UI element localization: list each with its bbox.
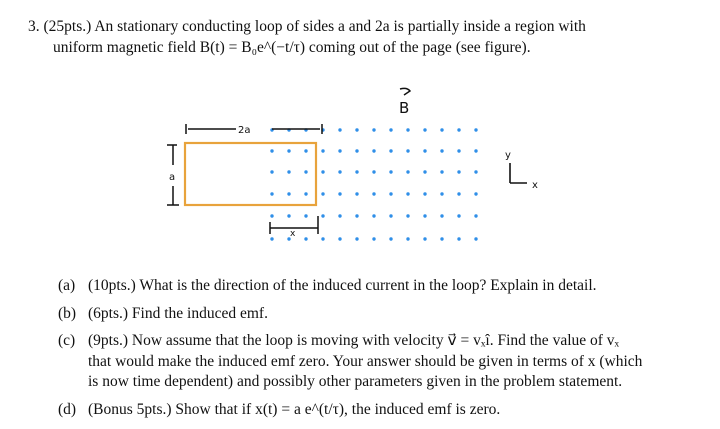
dimension-a-label: a bbox=[169, 172, 176, 183]
field-dot bbox=[270, 237, 273, 240]
part-b-points: (6pts.) bbox=[88, 304, 129, 322]
field-dot bbox=[355, 170, 358, 173]
field-dot bbox=[406, 237, 409, 240]
field-dot bbox=[457, 170, 460, 173]
sub-questions bbox=[58, 276, 688, 427]
field-dot bbox=[355, 192, 358, 195]
field-dot bbox=[423, 192, 426, 195]
field-dot bbox=[338, 214, 341, 217]
dimension-x-label: x bbox=[290, 229, 296, 239]
conducting-loop bbox=[185, 143, 316, 205]
field-dot bbox=[304, 192, 307, 195]
axis-y-label: y bbox=[505, 150, 511, 161]
part-d-label: (d) bbox=[58, 400, 77, 418]
field-dot bbox=[423, 214, 426, 217]
field-dot bbox=[287, 214, 290, 217]
field-dot bbox=[372, 237, 375, 240]
field-dot bbox=[338, 237, 341, 240]
field-dot bbox=[389, 237, 392, 240]
field-dot bbox=[372, 192, 375, 195]
field-dot bbox=[457, 237, 460, 240]
field-dot bbox=[372, 128, 375, 131]
field-dot bbox=[321, 170, 324, 173]
field-dot bbox=[389, 128, 392, 131]
part-c-text-line-1: Now assume that the loop is moving with velocity v⃗ = vₓî. Find the value of vₓ bbox=[131, 332, 620, 349]
part-c-text-line-3: is now time dependent) and possibly other parameters given in the problem statement. bbox=[88, 373, 623, 390]
field-dot bbox=[474, 170, 477, 173]
part-c bbox=[58, 331, 688, 393]
field-dot bbox=[440, 214, 443, 217]
field-dot bbox=[423, 237, 426, 240]
dimension-2a-label: 2a bbox=[238, 125, 251, 136]
field-dot bbox=[440, 170, 443, 173]
part-c-label: (c) bbox=[58, 332, 76, 349]
field-dot bbox=[389, 149, 392, 152]
field-dot bbox=[440, 128, 443, 131]
field-dot bbox=[355, 149, 358, 152]
field-dot bbox=[338, 128, 341, 131]
field-dot bbox=[457, 128, 460, 131]
field-dot bbox=[389, 214, 392, 217]
field-dot bbox=[270, 149, 273, 152]
field-dot bbox=[321, 192, 324, 195]
field-dot bbox=[304, 170, 307, 173]
part-a bbox=[58, 276, 688, 297]
part-d-points: (Bonus 5pts.) bbox=[88, 400, 172, 418]
part-b bbox=[58, 304, 688, 325]
field-dot bbox=[457, 214, 460, 217]
field-dot bbox=[440, 149, 443, 152]
field-dot bbox=[321, 214, 324, 217]
field-dot bbox=[321, 237, 324, 240]
field-dot bbox=[474, 192, 477, 195]
field-dot bbox=[304, 214, 307, 217]
field-dot bbox=[406, 170, 409, 173]
field-dot bbox=[338, 170, 341, 173]
field-dot bbox=[457, 149, 460, 152]
field-dot bbox=[304, 149, 307, 152]
field-dot bbox=[406, 149, 409, 152]
field-dot bbox=[474, 237, 477, 240]
field-dot bbox=[338, 192, 341, 195]
field-dot bbox=[321, 149, 324, 152]
part-d bbox=[58, 400, 688, 421]
field-dot bbox=[372, 149, 375, 152]
field-dot bbox=[474, 149, 477, 152]
part-b-text: Find the induced emf. bbox=[131, 304, 268, 322]
field-dot bbox=[406, 128, 409, 131]
field-dot bbox=[389, 170, 392, 173]
problem-line-2: uniform magnetic field B(t) = B₀e^(−t/τ) coming out of the page (see figure). bbox=[53, 39, 531, 56]
field-dot bbox=[287, 170, 290, 173]
part-a-label: (a) bbox=[58, 277, 76, 294]
field-dots bbox=[270, 128, 477, 240]
problem-number: 3. bbox=[28, 18, 40, 35]
problem-points: (25pts.) bbox=[43, 18, 92, 35]
field-dot bbox=[406, 214, 409, 217]
part-c-text-line-2: that would make the induced emf zero. Your answer should be given in terms of x (which bbox=[88, 352, 643, 370]
part-a-points: (10pts.) bbox=[88, 277, 136, 294]
field-dot bbox=[423, 170, 426, 173]
field-dot bbox=[372, 170, 375, 173]
field-dot bbox=[270, 170, 273, 173]
field-dot bbox=[423, 128, 426, 131]
field-dot bbox=[440, 237, 443, 240]
problem-text-line-1: An stationary conducting loop of sides a and 2a is partially inside a region with bbox=[94, 18, 586, 35]
field-dot bbox=[355, 214, 358, 217]
field-dot bbox=[338, 149, 341, 152]
axis-x-label: x bbox=[532, 180, 538, 191]
b-vector-arrow-icon bbox=[400, 88, 410, 95]
field-dot bbox=[440, 192, 443, 195]
part-b-label: (b) bbox=[58, 304, 77, 322]
field-dot bbox=[406, 192, 409, 195]
part-a-text: What is the direction of the induced current in the loop? Explain in detail. bbox=[139, 277, 597, 294]
field-dot bbox=[355, 128, 358, 131]
field-dot bbox=[457, 192, 460, 195]
field-dot bbox=[270, 214, 273, 217]
part-c-points: (9pts.) bbox=[88, 332, 129, 349]
field-dot bbox=[423, 149, 426, 152]
field-dot bbox=[287, 192, 290, 195]
field-dot bbox=[474, 214, 477, 217]
field-dot bbox=[474, 128, 477, 131]
b-field-label: B bbox=[399, 99, 410, 117]
part-d-text: Show that if x(t) = a e^(t/τ), the induced emf is zero. bbox=[175, 400, 501, 418]
field-dot bbox=[287, 149, 290, 152]
field-dot bbox=[355, 237, 358, 240]
field-dot bbox=[389, 192, 392, 195]
field-dot bbox=[270, 192, 273, 195]
field-dot bbox=[372, 214, 375, 217]
field-dot bbox=[304, 237, 307, 240]
